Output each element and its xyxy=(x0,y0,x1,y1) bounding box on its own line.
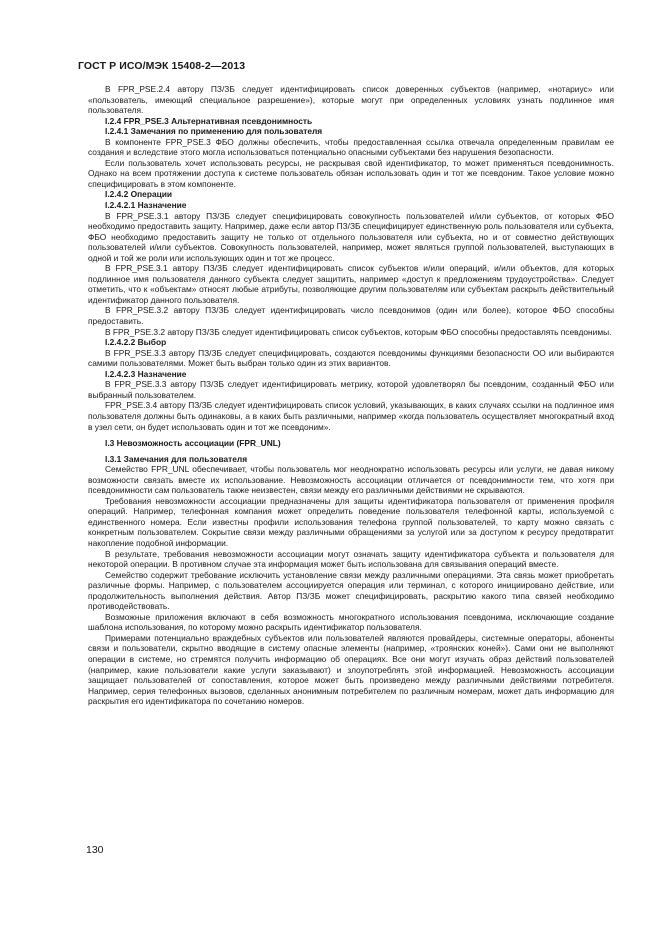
section-heading: I.2.4.2.3 Назначение xyxy=(105,368,187,379)
body-paragraph: Требования невозможности ассоциации предназначены для защиты идентификатора пользователя от применения профиля операций. Например, телефонная компания может определить поведение пользователя телефонной карты, используемой с единственного номера. Если известны профили использования телефона группой пользователей, то карту можно связать с конкретным пользователем. Сокрытие связи между различными обращениями за услугой или за доступом к ресурсу предотвратит накопление подобной информации. xyxy=(88,495,614,548)
body-paragraph: В результате, требования невозможности ассоциации могут означать защиту идентификатора субъекта и пользователя для некоторой операции. В противном случае эта информация может быть использована для связывания операций вместе. xyxy=(88,548,614,570)
page-number: 130 xyxy=(86,844,104,856)
body-paragraph: FPR_PSE.3.4 автору ПЗ/ЗБ следует идентифицировать список условий, указывающих, в каких случаях ссылки на подлинное имя пользователя должны быть одинаковы, а в каких быть различными, например «когда пользователь осуществляет многократный вход в узел сети, он будет использовать один и тот же псевдоним». xyxy=(88,400,614,432)
section-heading: I.2.4.1 Замечания по применению для пользователя xyxy=(105,126,323,137)
body-paragraph: Примерами потенциально враждебных субъектов или пользователей являются провайдеры, системные операторы, абоненты связи и пользователи, скрытно вводящие в систему опасные элементы (например, «троянских коней»). Сами они не выполняют операции в системе, но стремятся получить информацию об операциях. Все они могут изучать образ действий пользователей (например, какие пользователи какие услуги заказывают) и злоупотреблять этой информацией. Невозможность ассоциации защищает пользователей от сопоставления, которое может быть произведено между различными действиями потребителя. Например, серия телефонных вызовов, сделанных анонимным потребителем по различным номерам, может дать информацию для раскрытия его идентификатора по сочетанию номеров. xyxy=(88,632,614,707)
body-paragraph: В FPR_PSE.3.1 автору ПЗ/ЗБ следует специфицировать совокупность пользователей и/или субъектов, от которых ФБО необходимо предоставить защиту. Например, даже если автор ПЗ/ЗБ специфицирует единственную роль пользователя или субъекта, ФБО необходимо предоставить защиту не только от отдельного пользователя или субъекта, но и от совместно действующих пользователей и/или субъектов. Совокупность пользователей, например, может являться группой пользователей, выступающих в одной и той же роли или использующих один и тот же процесс. xyxy=(88,210,614,263)
body-paragraph: В компоненте FPR_PSE.3 ФБО должны обеспечить, чтобы предоставленная ссылка отвечала определенным правилам ее создания и вследствие этого могла использоваться потенциально опасными субъектами без нарушения безопасности. xyxy=(88,136,614,158)
section-heading: I.2.4.2 Операции xyxy=(105,189,173,200)
body-paragraph: В FPR_PSE.3.2 автору ПЗ/ЗБ следует идентифицировать число псевдонимов (один или более), которое ФБО способны предоставить. xyxy=(88,305,614,327)
body-paragraph: В FPR_PSE.2.4 автору ПЗ/ЗБ следует идентифицировать список доверенных субъектов (например, «нотариус» или «пользователь, имеющий специальное разрешение»), которые могут при определенных условиях узнать подлинное имя пользователя. xyxy=(88,84,614,116)
body-paragraph: Семейство содержит требование исключить установление связи между различными операциями. Эта связь может приобретать различные формы. Например, с пользователем ассоциируется операция или терминал, с которого инициировано действие, или продолжительность выполнения действия. Автор ПЗ/ЗБ может специфицировать, раскрытию какого типа связей необходимо противодействовать. xyxy=(88,569,614,612)
section-heading: I.3.1 Замечания для пользователя xyxy=(105,453,248,464)
body-paragraph: Семейство FPR_UNL обеспечивает, чтобы пользователь мог неоднократно использовать ресурсы или услуги, не давая никому возможности связать вместе их использование. Невозможность ассоциации отличается от псевдонимности тем, что хотя при псевдонимности сам пользователь также неизвестен, связи между его различными действиями не скрываются. xyxy=(88,464,614,496)
body-paragraph: Если пользователь хочет использовать ресурсы, не раскрывая свой идентификатор, то может применяться псевдонимность. Однако на всем протяжении доступа к системе пользователь обязан использовать один и тот же псевдоним. Такое условие можно специфицировать в этом компоненте. xyxy=(88,157,614,189)
document-header: ГОСТ Р ИСО/МЭК 15408-2—2013 xyxy=(78,60,246,72)
section-heading: I.2.4.2.2 Выбор xyxy=(105,337,167,348)
document-body xyxy=(88,84,614,707)
body-paragraph: В FPR_PSE.3.3 автору ПЗ/ЗБ следует специфицировать, создаются псевдонимы функциями безопасности ОО или выбираются самими пользователями. Может быть выбран только один из этих вариантов. xyxy=(88,347,614,369)
body-paragraph: В FPR_PSE.3.3 автору ПЗ/ЗБ следует идентифицировать метрику, которой удовлетворял бы псевдоним, созданный ФБО или выбранный пользователем. xyxy=(88,379,614,400)
section-heading: I.3 Невозможность ассоциации (FPR_UNL) xyxy=(105,438,281,449)
section-heading: I.2.4.2.1 Назначение xyxy=(105,200,187,211)
body-paragraph: В FPR_PSE.3.1 автору ПЗ/ЗБ следует идентифицировать список субъектов и/или операций, и/или объектов, для которых подлинное имя пользователя данного субъекта следует защитить, например «доступ к предложениям трудоустройства». Следует отметить, что к «объектам» относят любые атрибуты, позволяющие другим пользователям или субъектам раскрыть действительный идентификатор данного пользователя. xyxy=(88,263,614,305)
section-heading: I.2.4 FPR_PSE.3 Альтернативная псевдонимность xyxy=(105,115,313,126)
body-paragraph: В FPR_PSE.3.2 автору ПЗ/ЗБ следует идентифицировать список субъектов, которым ФБО способны предоставлять псевдонимы. xyxy=(105,326,612,337)
body-paragraph: Возможные приложения включают в себя возможность многократного использования псевдонима, исключающие создание шаблона использования, по которому можно раскрыть идентификатор пользователя. xyxy=(88,611,614,633)
